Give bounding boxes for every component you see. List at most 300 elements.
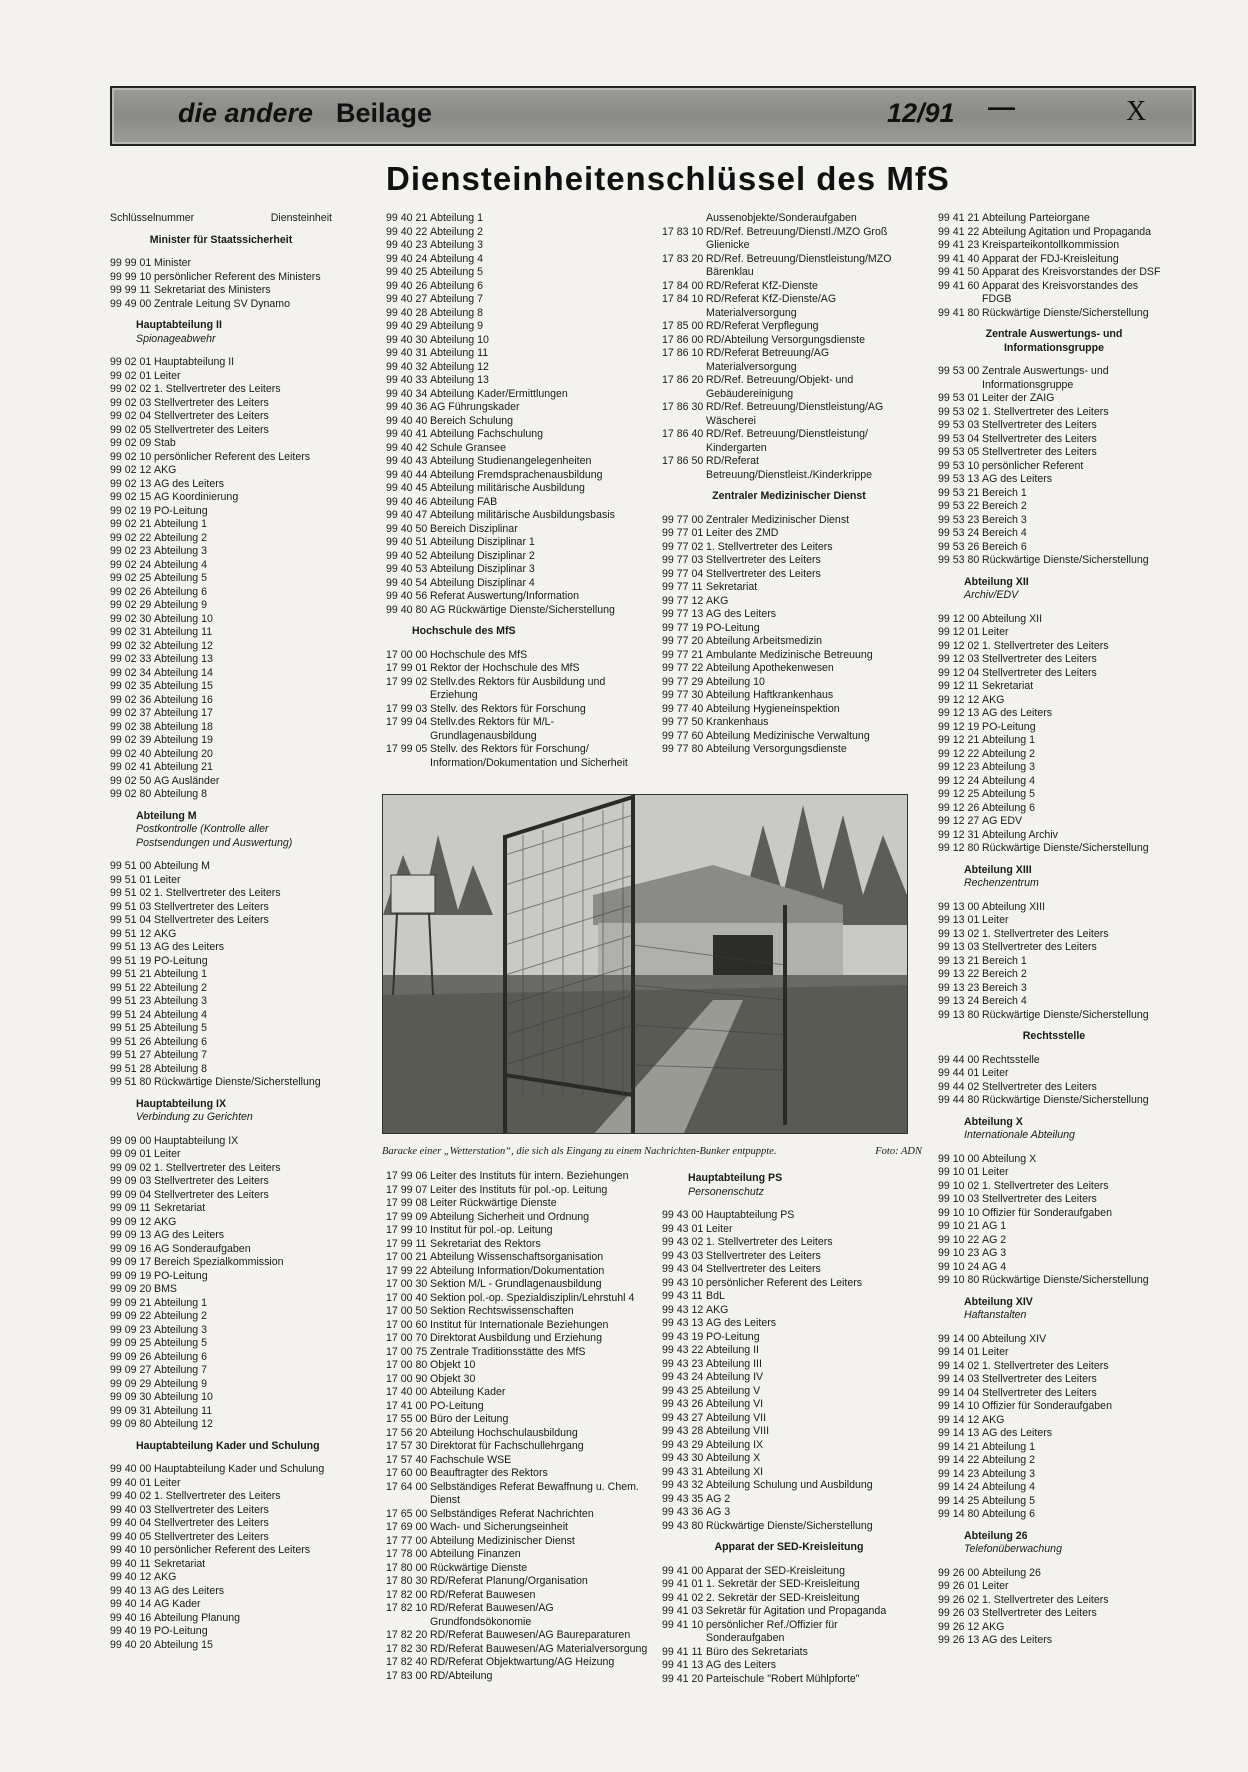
key-number: 99 51 26 bbox=[110, 1035, 152, 1048]
unit-name: Sekretär für Agitation und Propaganda bbox=[706, 1605, 887, 1617]
code-entry bbox=[386, 266, 646, 280]
key-number: 99 02 12 bbox=[110, 464, 152, 476]
code-entry bbox=[386, 293, 646, 307]
unit-name: Parteischule "Robert Mühlpforte" bbox=[706, 1672, 860, 1685]
section-heading bbox=[662, 1541, 916, 1555]
unit-name: Stellv. des Rektors für Forschung/ Information/Dokumentation und Sicherheit bbox=[430, 743, 628, 769]
unit-name: AG Führungskader bbox=[430, 401, 520, 413]
key-number: 99 51 01 bbox=[110, 873, 152, 886]
code-entry bbox=[386, 1319, 648, 1333]
code-entry bbox=[938, 761, 1170, 775]
key-number: 99 14 00 bbox=[938, 1332, 980, 1345]
key-number: 99 41 00 bbox=[662, 1564, 704, 1577]
unit-name: Leiter bbox=[154, 369, 181, 382]
code-entry bbox=[110, 1504, 332, 1518]
key-number: 99 77 60 bbox=[662, 729, 704, 742]
key-number: 17 82 40 bbox=[386, 1656, 428, 1668]
key-number: 99 40 40 bbox=[386, 414, 428, 427]
key-number: 17 55 00 bbox=[386, 1413, 428, 1425]
code-entry bbox=[938, 1360, 1170, 1374]
section-heading bbox=[938, 328, 1170, 355]
code-entry bbox=[386, 320, 646, 334]
code-entry bbox=[110, 478, 332, 492]
code-entry bbox=[938, 1247, 1170, 1261]
code-entry bbox=[110, 680, 332, 694]
key-number: 99 13 01 bbox=[938, 914, 980, 926]
key-number: 99 12 27 bbox=[938, 815, 980, 827]
key-number: 99 77 13 bbox=[662, 608, 704, 620]
code-entry bbox=[110, 860, 332, 874]
key-number: 17 00 70 bbox=[386, 1332, 428, 1344]
key-number: 99 14 12 bbox=[938, 1413, 980, 1426]
code-entry bbox=[938, 1274, 1170, 1288]
key-number: 99 43 22 bbox=[662, 1344, 704, 1356]
unit-name: Abteilung 7 bbox=[154, 1049, 208, 1061]
key-number: 99 77 30 bbox=[662, 689, 704, 701]
key-number: 17 40 00 bbox=[386, 1386, 428, 1398]
section-subtitle: Internationale Abteilung bbox=[964, 1129, 1075, 1141]
unit-name: Abteilung 10 bbox=[706, 675, 765, 688]
code-entry bbox=[662, 320, 916, 334]
unit-name: Abteilung 2 bbox=[982, 747, 1036, 760]
key-number: 99 40 13 bbox=[110, 1584, 152, 1597]
key-number: 99 40 02 bbox=[110, 1490, 152, 1502]
key-number: 17 65 00 bbox=[386, 1507, 428, 1520]
unit-name: AG Kader bbox=[154, 1598, 201, 1610]
code-entry bbox=[110, 694, 332, 708]
unit-name: Rückwärtige Dienste/Sicherstellung bbox=[706, 1519, 873, 1532]
key-number: 99 43 26 bbox=[662, 1398, 704, 1410]
unit-name: Wach- und Sicherungseinheit bbox=[430, 1521, 568, 1533]
unit-name: AKG bbox=[982, 1413, 1005, 1426]
code-entry bbox=[938, 1594, 1170, 1608]
unit-name: Abteilung Apothekenwesen bbox=[706, 662, 834, 674]
unit-name: AG des Leiters bbox=[982, 473, 1053, 485]
key-number: 99 02 30 bbox=[110, 612, 152, 625]
unit-name: Abteilung 5 bbox=[982, 1494, 1036, 1507]
code-entry bbox=[938, 1207, 1170, 1221]
key-number: 17 99 07 bbox=[386, 1183, 428, 1196]
key-number: 99 12 31 bbox=[938, 828, 980, 841]
column-2-lower bbox=[386, 1170, 648, 1683]
code-entry bbox=[110, 1135, 332, 1149]
unit-name: Zentrale Auswertungs- und Informationsgruppe bbox=[982, 365, 1109, 391]
key-number: 99 53 26 bbox=[938, 540, 980, 553]
code-entry bbox=[386, 334, 646, 348]
key-number: 99 43 23 bbox=[662, 1357, 704, 1370]
code-entry bbox=[938, 1427, 1170, 1441]
unit-name: Ambulante Medizinische Betreuung bbox=[706, 648, 873, 661]
key-number: 17 99 05 bbox=[386, 743, 428, 755]
unit-name: Leiter bbox=[982, 914, 1009, 926]
unit-name: Bereich 3 bbox=[982, 981, 1027, 994]
key-number: 17 77 00 bbox=[386, 1534, 428, 1547]
unit-name: Leiter bbox=[706, 1222, 733, 1235]
section-title: Minister für Staatssicherheit bbox=[149, 233, 293, 246]
unit-name: PO-Leitung bbox=[154, 504, 208, 517]
key-number: 99 12 00 bbox=[938, 612, 980, 625]
unit-name: Sekretariat bbox=[154, 1202, 206, 1214]
unit-name: AKG bbox=[154, 927, 177, 940]
key-number: 99 40 00 bbox=[110, 1463, 152, 1475]
code-entry bbox=[110, 1585, 332, 1599]
code-entry bbox=[386, 469, 646, 483]
unit-name: Stellvertreter des Leiters bbox=[706, 1249, 821, 1262]
key-number: 99 09 25 bbox=[110, 1337, 152, 1349]
code-entry bbox=[938, 1580, 1170, 1594]
unit-name: Abteilung 12 bbox=[154, 1418, 213, 1430]
code-entry bbox=[662, 428, 916, 455]
unit-name: Abteilung 6 bbox=[982, 801, 1036, 814]
key-number: 99 26 12 bbox=[938, 1620, 980, 1633]
code-entry bbox=[110, 1463, 332, 1477]
unit-name: Leiter bbox=[154, 1148, 181, 1160]
code-entry bbox=[386, 536, 646, 550]
publication-name: die andere bbox=[178, 98, 314, 128]
unit-name: Abteilung 5 bbox=[982, 788, 1036, 800]
unit-name: Institut für pol.-op. Leitung bbox=[430, 1224, 553, 1236]
code-entry bbox=[386, 1251, 648, 1265]
key-number: 99 40 46 bbox=[386, 495, 428, 508]
key-number: 99 26 03 bbox=[938, 1607, 980, 1619]
key-number: 17 86 20 bbox=[662, 374, 704, 386]
section-title: Hochschule des MfS bbox=[412, 625, 516, 637]
unit-name: 1. Stellvertreter des Leiters bbox=[982, 1593, 1109, 1606]
unit-name: Hauptabteilung Kader und Schulung bbox=[154, 1463, 325, 1475]
code-entry bbox=[938, 901, 1170, 915]
code-entry bbox=[938, 1054, 1170, 1068]
key-number: 99 43 29 bbox=[662, 1438, 704, 1451]
code-entry bbox=[662, 1358, 916, 1372]
code-entry bbox=[386, 1400, 648, 1414]
code-entry bbox=[662, 716, 916, 730]
section-title: Abteilung XIII bbox=[964, 863, 1032, 876]
unit-name: Leiter des Instituts für pol.-op. Leitung bbox=[430, 1183, 608, 1196]
unit-name: Rechtsstelle bbox=[982, 1053, 1040, 1066]
key-number: 17 82 30 bbox=[386, 1642, 428, 1655]
key-number: 99 40 16 bbox=[110, 1611, 152, 1624]
key-number: 99 51 80 bbox=[110, 1076, 152, 1088]
unit-name: Leiter des Instituts für intern. Beziehungen bbox=[430, 1170, 629, 1182]
unit-name: Abteilung 10 bbox=[430, 333, 489, 346]
key-number: 99 02 80 bbox=[110, 788, 152, 800]
unit-name: RD/Referat Planung/Organisation bbox=[430, 1575, 588, 1587]
unit-name: Abteilung 5 bbox=[154, 572, 208, 584]
key-number: 99 09 17 bbox=[110, 1256, 152, 1268]
unit-name: AG des Leiters bbox=[154, 1584, 225, 1597]
unit-name: Abteilung Agitation und Propaganda bbox=[982, 225, 1152, 238]
code-entry bbox=[938, 734, 1170, 748]
key-number: 99 41 23 bbox=[938, 239, 980, 251]
unit-name: RD/Ref. Betreuung/Dienstl./MZO Groß Glienicke bbox=[706, 225, 888, 251]
unit-name: Abteilung 11 bbox=[430, 347, 489, 359]
unit-name: Abteilung 26 bbox=[982, 1566, 1041, 1579]
key-number: 99 10 80 bbox=[938, 1274, 980, 1286]
unit-name: Abteilung 8 bbox=[430, 306, 484, 319]
code-entry bbox=[110, 518, 332, 532]
unit-name: Abteilung X bbox=[706, 1452, 761, 1464]
unit-name: Stellvertreter des Leiters bbox=[982, 1193, 1097, 1205]
code-entry bbox=[110, 1571, 332, 1585]
unit-name: Abteilung Hygieneinspektion bbox=[706, 702, 840, 715]
key-number: 99 09 00 bbox=[110, 1134, 152, 1147]
unit-name: Bereich 4 bbox=[982, 527, 1027, 539]
code-entry bbox=[662, 1412, 916, 1426]
page-number: X bbox=[1126, 96, 1147, 127]
code-entry bbox=[662, 1277, 916, 1291]
unit-name: AG 4 bbox=[982, 1260, 1007, 1273]
key-number: 99 09 20 bbox=[110, 1283, 152, 1295]
key-number: 99 13 23 bbox=[938, 981, 980, 994]
code-entry bbox=[110, 1477, 332, 1491]
unit-name: Direktorat Ausbildung und Erziehung bbox=[430, 1332, 602, 1344]
unit-name: Stellvertreter des Leiters bbox=[706, 1263, 821, 1275]
key-number: 99 53 13 bbox=[938, 473, 980, 485]
key-number: 99 41 50 bbox=[938, 266, 980, 278]
code-entry bbox=[386, 388, 646, 402]
key-number: 99 40 20 bbox=[110, 1638, 152, 1651]
unit-name: Rückwärtige Dienste/Sicherstellung bbox=[982, 1008, 1149, 1021]
unit-name: AKG bbox=[706, 594, 729, 607]
code-entry bbox=[386, 604, 646, 618]
section-heading bbox=[938, 1116, 1170, 1143]
key-number: 99 02 39 bbox=[110, 734, 152, 746]
key-number: 99 40 19 bbox=[110, 1625, 152, 1637]
unit-name: Leiter bbox=[982, 626, 1009, 638]
key-number: 99 14 25 bbox=[938, 1494, 980, 1507]
code-entry bbox=[662, 1344, 916, 1358]
key-number: 99 40 21 bbox=[386, 212, 428, 224]
unit-name: AG Rückwärtige Dienste/Sicherstellung bbox=[430, 603, 615, 616]
key-number: 99 43 11 bbox=[662, 1290, 703, 1302]
key-number: 99 02 09 bbox=[110, 437, 152, 449]
column-header bbox=[110, 212, 332, 226]
unit-name: AG Ausländer bbox=[154, 774, 220, 787]
unit-name: Abteilung 17 bbox=[154, 707, 213, 719]
code-entry bbox=[110, 1337, 332, 1351]
code-entry bbox=[386, 361, 646, 375]
unit-name: Abteilung Disziplinar 1 bbox=[430, 536, 535, 548]
code-entry bbox=[386, 676, 646, 703]
code-entry bbox=[938, 1153, 1170, 1167]
code-entry bbox=[110, 451, 332, 465]
key-number: 99 40 29 bbox=[386, 320, 428, 332]
code-entry bbox=[662, 1331, 916, 1345]
key-number: 99 10 21 bbox=[938, 1220, 980, 1232]
key-number: 99 40 44 bbox=[386, 468, 428, 481]
key-number: 99 02 02 bbox=[110, 383, 152, 395]
code-entry bbox=[938, 914, 1170, 928]
key-number: 17 86 30 bbox=[662, 401, 704, 413]
unit-name: Abteilung FAB bbox=[430, 495, 498, 508]
code-entry bbox=[110, 1378, 332, 1392]
code-entry bbox=[662, 280, 916, 294]
code-entry bbox=[938, 433, 1170, 447]
code-entry bbox=[386, 1589, 648, 1603]
unit-name: Abteilung XIII bbox=[982, 900, 1046, 913]
key-number: 99 41 13 bbox=[662, 1659, 704, 1671]
key-number: 99 41 02 bbox=[662, 1591, 704, 1604]
code-entry bbox=[386, 428, 646, 442]
code-entry bbox=[938, 1634, 1170, 1648]
unit-name: Abteilung Fremdsprachenausbildung bbox=[430, 468, 603, 481]
unit-name: AG des Leiters bbox=[982, 1427, 1053, 1439]
key-number: 99 43 19 bbox=[662, 1330, 704, 1343]
key-number: 99 43 03 bbox=[662, 1249, 704, 1262]
unit-name: 1. Stellvertreter des Leiters bbox=[154, 383, 281, 395]
code-entry bbox=[938, 680, 1170, 694]
code-entry bbox=[662, 689, 916, 703]
key-number: 99 02 25 bbox=[110, 572, 152, 584]
unit-name: Apparat der FDJ-Kreisleitung bbox=[982, 252, 1119, 265]
photo-caption bbox=[382, 1146, 922, 1157]
unit-name: Apparat der SED-Kreisleitung bbox=[706, 1564, 845, 1577]
key-number: 99 40 01 bbox=[110, 1476, 152, 1489]
unit-name: 1. Sekretär der SED-Kreisleitung bbox=[706, 1578, 860, 1590]
unit-name: Stellvertreter des Leiters bbox=[982, 653, 1097, 665]
unit-name: RD/Referat Betreuung/AG Materialversorgung bbox=[706, 347, 830, 373]
unit-name: Abteilung 19 bbox=[154, 734, 213, 746]
unit-name: Stellvertreter des Leiters bbox=[154, 410, 269, 422]
code-entry bbox=[386, 442, 646, 456]
key-number: 99 02 21 bbox=[110, 518, 152, 530]
key-number: 99 99 10 bbox=[110, 270, 152, 283]
unit-name: Stellvertreter des Leiters bbox=[982, 432, 1097, 445]
code-entry bbox=[110, 788, 332, 802]
unit-name: Abteilung X bbox=[982, 1152, 1037, 1165]
key-number: 99 43 04 bbox=[662, 1263, 704, 1275]
key-number: 99 40 12 bbox=[110, 1571, 152, 1583]
key-number: 99 09 19 bbox=[110, 1269, 152, 1282]
unit-name: Hauptabteilung PS bbox=[706, 1209, 795, 1221]
unit-name: PO-Leitung bbox=[706, 1330, 760, 1343]
section-subtitle: Telefonüberwachung bbox=[964, 1543, 1062, 1555]
code-entry bbox=[662, 1398, 916, 1412]
unit-name: Abteilung Schulung und Ausbildung bbox=[706, 1479, 873, 1491]
unit-name: Bereich 4 bbox=[982, 995, 1027, 1007]
code-entry bbox=[938, 527, 1170, 541]
unit-name: Abteilung Disziplinar 2 bbox=[430, 549, 535, 562]
unit-name: Abteilung 2 bbox=[154, 1310, 208, 1322]
section-title: Hauptabteilung IX bbox=[136, 1097, 227, 1110]
code-entry bbox=[938, 1454, 1170, 1468]
unit-name: Sekretariat bbox=[154, 1557, 206, 1570]
code-entry bbox=[110, 410, 332, 424]
key-number: 99 09 03 bbox=[110, 1175, 152, 1187]
unit-name: Abteilung 16 bbox=[154, 693, 213, 706]
key-number: 99 26 02 bbox=[938, 1593, 980, 1606]
key-number: 99 77 19 bbox=[662, 621, 704, 634]
code-entry bbox=[938, 1414, 1170, 1428]
key-number: 99 12 03 bbox=[938, 653, 980, 665]
key-number: 17 00 90 bbox=[386, 1372, 428, 1385]
code-entry bbox=[662, 568, 916, 582]
code-entry bbox=[110, 1036, 332, 1050]
code-entry bbox=[110, 284, 332, 298]
section-title: Hauptabteilung PS bbox=[688, 1172, 783, 1184]
unit-name: Rückwärtige Dienste/Sicherstellung bbox=[982, 306, 1149, 319]
unit-name: Abteilung 6 bbox=[154, 585, 208, 598]
key-number: 99 51 04 bbox=[110, 914, 152, 926]
code-entry bbox=[938, 1333, 1170, 1347]
code-entry bbox=[938, 1094, 1170, 1108]
unit-name: Abteilung II bbox=[706, 1344, 760, 1356]
code-entry bbox=[386, 1467, 648, 1481]
key-number: 99 02 01 bbox=[110, 356, 152, 368]
unit-name: Abteilung Disziplinar 3 bbox=[430, 563, 535, 575]
code-entry bbox=[938, 626, 1170, 640]
key-number: 99 43 10 bbox=[662, 1276, 704, 1289]
unit-name: AKG bbox=[154, 1215, 177, 1228]
key-number: 99 43 28 bbox=[662, 1425, 704, 1437]
code-entry bbox=[386, 743, 646, 770]
unit-name: Abteilung 4 bbox=[154, 558, 208, 571]
code-entry bbox=[386, 1629, 648, 1643]
unit-name: Abteilung Disziplinar 4 bbox=[430, 576, 535, 589]
code-entry bbox=[386, 577, 646, 591]
code-entry bbox=[662, 1578, 916, 1592]
unit-name: Büro des Sekretariats bbox=[706, 1645, 808, 1658]
key-number: 99 10 24 bbox=[938, 1260, 980, 1273]
unit-name: Abteilung VII bbox=[706, 1411, 767, 1424]
key-number: 99 40 10 bbox=[110, 1544, 152, 1556]
key-number: 99 10 10 bbox=[938, 1206, 980, 1219]
key-number: 99 51 03 bbox=[110, 900, 152, 913]
unit-name: Leiter bbox=[154, 873, 181, 886]
unit-name: RD/Referat Verpflegung bbox=[706, 320, 819, 332]
code-entry bbox=[110, 982, 332, 996]
key-number: 99 77 29 bbox=[662, 675, 704, 688]
code-entry bbox=[938, 541, 1170, 555]
unit-name: Abteilung 4 bbox=[982, 774, 1036, 787]
unit-name: persönlicher Referent des Leiters bbox=[154, 450, 311, 463]
code-entry bbox=[110, 424, 332, 438]
unit-name: Abteilung 3 bbox=[982, 1467, 1036, 1480]
unit-name: Abteilung 8 bbox=[154, 1062, 208, 1075]
unit-name: AG des Leiters bbox=[706, 1317, 777, 1329]
key-number: 99 41 21 bbox=[938, 212, 980, 224]
unit-name: Selbständiges Referat Bewaffnung u. Chem. Dienst bbox=[430, 1480, 639, 1506]
unit-name: Abteilung 7 bbox=[154, 1364, 208, 1376]
key-number: 99 44 02 bbox=[938, 1080, 980, 1093]
code-entry bbox=[110, 1216, 332, 1230]
code-entry bbox=[662, 1659, 916, 1673]
code-entry bbox=[110, 1391, 332, 1405]
unit-name: Leiter bbox=[154, 1476, 181, 1489]
key-number: 99 40 05 bbox=[110, 1530, 152, 1543]
unit-name: AG des Leiters bbox=[154, 477, 225, 490]
unit-name: 2. Sekretär der SED-Kreisleitung bbox=[706, 1591, 860, 1604]
unit-name: RD/Referat KfZ-Dienste/AG Materialversorgung bbox=[706, 293, 837, 319]
section-heading bbox=[938, 1530, 1170, 1557]
code-entry bbox=[938, 640, 1170, 654]
code-entry bbox=[386, 662, 646, 676]
code-entry bbox=[110, 370, 332, 384]
unit-name: Sektion M/L - Grundlagenausbildung bbox=[430, 1278, 602, 1290]
key-number: 99 40 28 bbox=[386, 306, 428, 319]
code-entry bbox=[938, 1441, 1170, 1455]
code-entry bbox=[938, 815, 1170, 829]
key-number: 99 13 02 bbox=[938, 927, 980, 940]
key-number: 99 40 45 bbox=[386, 482, 428, 494]
code-entry bbox=[662, 1290, 916, 1304]
key-number: 99 14 02 bbox=[938, 1359, 980, 1372]
key-number: 17 99 03 bbox=[386, 702, 428, 715]
news-photo bbox=[382, 794, 908, 1134]
code-entry bbox=[386, 1346, 648, 1360]
unit-name: AKG bbox=[982, 693, 1005, 706]
key-number: 99 10 01 bbox=[938, 1166, 980, 1178]
